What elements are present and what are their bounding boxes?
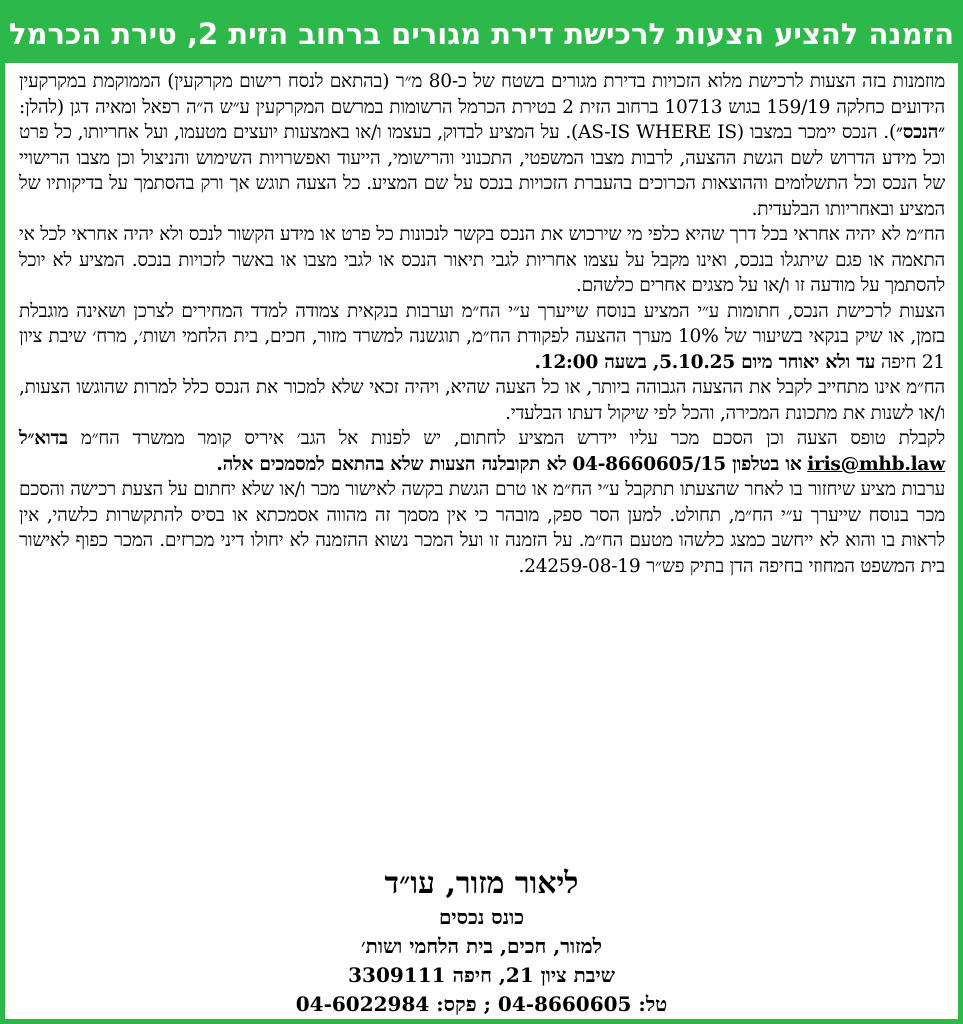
paragraph-5-text: לקבלת טופס הצעה וכן הסכם מכר עליו יידרש המציע לחתום, יש לפנות אל הגב׳ איריס קומר ממשרד הח״מ bbox=[67, 428, 945, 449]
documents-warning: לא תקובלנה הצעות שלא בהתאם למסמכים אלה. bbox=[216, 453, 567, 475]
email-link[interactable]: iris@mhb.law bbox=[807, 453, 945, 475]
notice-body bbox=[19, 69, 945, 579]
submission-deadline: עד ולא יאוחר מיום 5.10.25, בשעה 12:00. bbox=[534, 351, 876, 373]
signer-name: ליאור מזור, עו״ד bbox=[384, 866, 579, 901]
paragraph-property-description bbox=[19, 69, 945, 222]
notice-title: הזמנה להציע הצעות לרכישת דירת מגורים ברחוב הזית 2, טירת הכרמל bbox=[5, 5, 958, 63]
phone-number: או בטלפון 04-8660605/15 bbox=[572, 453, 802, 475]
email-label: בדוא״ל bbox=[19, 428, 68, 449]
paragraph-1-end: ). הנכס יימכר במצבו (AS-IS WHERE IS). על המציע לבדוק, בעצמו ו/או באמצעות יועצים מטעמו, ועל אחריותו, כל פרט וכל מידע הדרוש לשם הגשת ההצעה, לרבות מצבו המשפטי, התכנוני והרישומי, הייעוד ואפשרויות השימוש והניצול וכן מצבו הרישויי של הנכס וכל התשלומים וההוצאות הכרוכים בהעברת הזכויות בנכס על שם המציע. כל הצעה תוגש אך ורק בהסתמך על בדיקותיו של המציע ובאחריותו הבלעדית. bbox=[19, 122, 945, 220]
signature-block bbox=[5, 865, 958, 1019]
firm-contact: טל: 04-8660605 ; פקס: 04-6022984 bbox=[295, 992, 668, 1016]
signer-role: כונס נכסים bbox=[438, 905, 525, 929]
defined-term: ״הנכס״ bbox=[895, 122, 945, 143]
paragraph-3-text: הצעות לרכישת הנכס, חתומות ע״י המציע בנוסח שייערך ע״י הח״מ וערבות בנקאית צמודה למדד המחירים לצרכן ושאינה מוגבלת בזמן, או שיק בנקאי בשיעור של 10% מערך ההצעה לפקודת הח״מ, תוגשנה למשרד מזור, חכים, בית הלחמי ושות׳, מרח׳ שיבת ציון 21 חיפה bbox=[19, 300, 945, 373]
paragraph-discretion: הח״מ אינו מתחייב לקבל את ההצעה הגבוהה ביותר, או כל הצעה שהיא, ויהיה זכאי שלא למכור את הנכס כלל למרות שהוגשו הצעות, ו/או לשנות את מתכונת המכירה, והכל לפי שיקול דעתו הבלעדי. bbox=[19, 377, 945, 424]
paragraph-liability: הח״מ לא יהיה אחראי בכל דרך שהיא כלפי מי שירכוש את הנכס בקשר לנכונות כל פרט או מידע הקשור לנכס ולא יהיה אחראי לכל אי התאמה או פגם שיתגלו בנכס, ואינו מקבל על עצמו אחריות לגבי תיאור הנכס או לגבי מצבו או באשר לזכויות בנכס. המציע לא יוכל להסתמך על מודעה זו ו/או על מצגים אחרים כלשהם. bbox=[19, 224, 945, 296]
paragraph-guarantee: ערבות מציע שיחזור בו לאחר שהצעתו תתקבל ע״י הח״מ או טרם הגשת בקשה לאישור מכר ו/או שלא יחתום על הצעת רכישה והסכם מכר בנוסח שייערך ע״י הח״מ, תחולט. למען הסר ספק, מובהר כי אין מסמך זה מהווה אסמכתא או בסיס להתקשרות כלשהי, אין לראות בו והוא לא ייחשב כמצג כלשהו מטעם הח״מ. על הזמנה זו ועל המכר נשוא ההזמנה לא יחולו דיני מכרזים. המכר כפוף לאישור בית המשפט המחוזי בחיפה הדן בתיק פש״ר 24259-08-19. bbox=[19, 479, 945, 577]
paragraph-1-text: מוזמנות בזה הצעות לרכישת מלוא הזכויות בדירת מגורים בשטח של כ-80 מ״ר (בהתאם לנסח רישום מקרקעין) הממוקמת במקרקעין הידועים כחלקה 159/19 בגוש 10713 ברחוב הזית 2 בטירת הכרמל הרשומות במרשם המקרקעין ע״ש ה״ה רפאל ומאיה דגן (להלן: bbox=[19, 71, 945, 118]
paragraph-contact bbox=[19, 426, 945, 477]
firm-address: שיבת ציון 21, חיפה 3309111 bbox=[348, 963, 615, 987]
law-firm-name: למזור, חכים, בית הלחמי ושות׳ bbox=[361, 934, 602, 958]
paragraph-submission bbox=[19, 299, 945, 376]
